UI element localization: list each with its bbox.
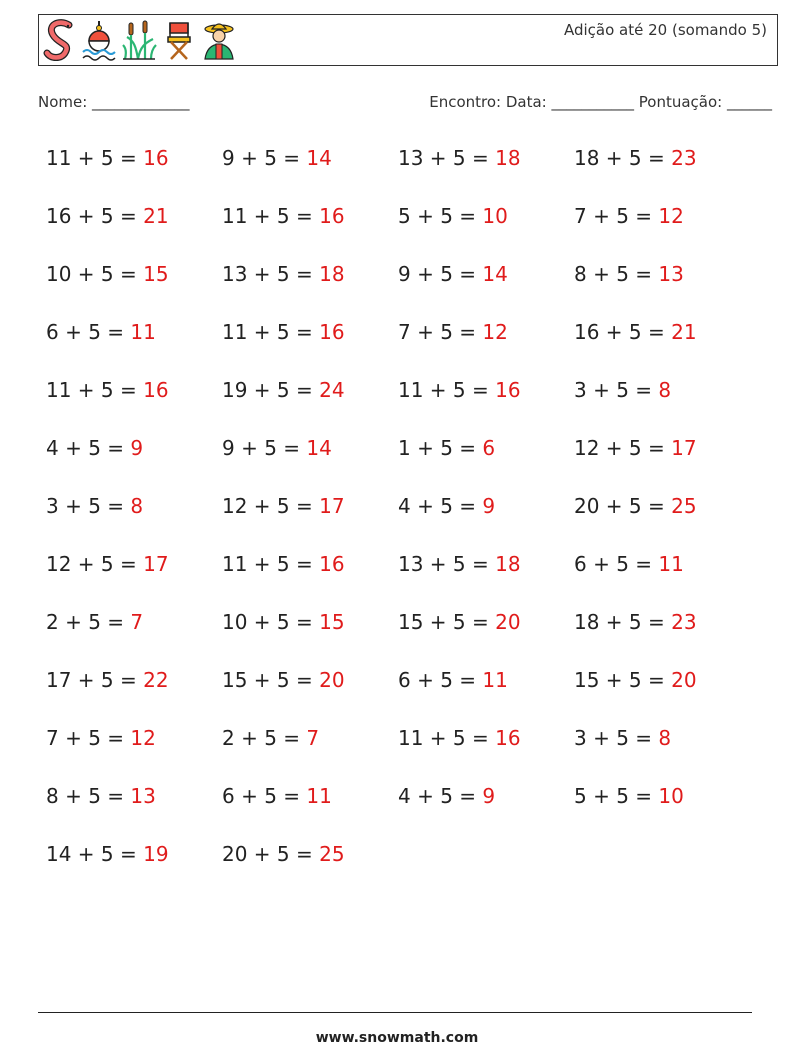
problem-item xyxy=(222,262,345,286)
problem-row xyxy=(46,842,756,900)
problem-item xyxy=(46,378,169,402)
problem-row xyxy=(46,378,756,436)
date-score-label: Encontro: Data: ___________ Pontuação: ______ xyxy=(429,93,772,111)
problem-answer: 20 xyxy=(495,610,521,634)
problem-expression: 3 + 5 = xyxy=(46,494,131,518)
problem-expression: 6 + 5 = xyxy=(222,784,307,808)
problem-answer: 10 xyxy=(658,784,684,808)
folding-chair-icon xyxy=(161,19,197,61)
problem-item xyxy=(574,320,697,344)
problem-expression: 7 + 5 = xyxy=(46,726,131,750)
problem-item xyxy=(398,668,508,692)
fishing-float-icon xyxy=(81,19,117,61)
problem-answer: 11 xyxy=(130,320,156,344)
problem-answer: 25 xyxy=(671,494,697,518)
problem-item xyxy=(398,378,521,402)
problem-answer: 6 xyxy=(482,436,496,460)
problem-row xyxy=(46,668,756,726)
problem-answer: 24 xyxy=(319,378,345,402)
problem-item xyxy=(46,436,143,460)
footer-url: www.snowmath.com xyxy=(315,1030,479,1046)
worksheet-title: Adição até 20 (somando 5) xyxy=(563,21,767,39)
problem-answer: 7 xyxy=(130,610,144,634)
problem-item xyxy=(574,784,684,808)
problem-expression: 11 + 5 = xyxy=(222,204,320,228)
problem-answer: 9 xyxy=(130,436,144,460)
problem-answer: 8 xyxy=(658,378,672,402)
problem-row xyxy=(46,436,756,494)
problem-answer: 17 xyxy=(143,552,169,576)
problem-expression: 17 + 5 = xyxy=(46,668,144,692)
problem-answer: 20 xyxy=(319,668,345,692)
problem-expression: 6 + 5 = xyxy=(46,320,131,344)
problem-item xyxy=(46,842,169,866)
problem-expression: 7 + 5 = xyxy=(398,320,483,344)
problem-row xyxy=(46,784,756,842)
problem-item xyxy=(398,436,495,460)
problem-answer: 18 xyxy=(319,262,345,286)
problem-expression: 11 + 5 = xyxy=(222,552,320,576)
problem-answer: 12 xyxy=(482,320,508,344)
cattail-reeds-icon xyxy=(121,19,157,61)
problem-expression: 4 + 5 = xyxy=(398,494,483,518)
problem-item xyxy=(398,146,521,170)
problem-item xyxy=(398,610,521,634)
fisherman-icon xyxy=(201,19,237,61)
problem-item xyxy=(46,494,143,518)
problem-expression: 18 + 5 = xyxy=(574,146,672,170)
problem-answer: 21 xyxy=(671,320,697,344)
problem-expression: 5 + 5 = xyxy=(574,784,659,808)
problem-answer: 9 xyxy=(482,494,496,518)
problem-item xyxy=(46,146,169,170)
problem-item xyxy=(574,668,697,692)
problem-answer: 13 xyxy=(658,262,684,286)
problem-answer: 7 xyxy=(306,726,320,750)
problem-answer: 16 xyxy=(143,378,169,402)
problem-row xyxy=(46,146,756,204)
problem-item xyxy=(398,494,495,518)
problem-answer: 9 xyxy=(482,784,496,808)
header-box xyxy=(38,14,778,66)
problem-answer: 12 xyxy=(130,726,156,750)
problem-expression: 10 + 5 = xyxy=(46,262,144,286)
problem-expression: 12 + 5 = xyxy=(46,552,144,576)
problem-expression: 13 + 5 = xyxy=(398,146,496,170)
problem-item xyxy=(46,726,156,750)
problem-answer: 16 xyxy=(319,552,345,576)
problem-item xyxy=(222,610,345,634)
problem-answer: 16 xyxy=(495,378,521,402)
problem-item xyxy=(574,494,697,518)
problem-answer: 11 xyxy=(306,784,332,808)
problem-answer: 18 xyxy=(495,146,521,170)
footer-divider xyxy=(38,1012,752,1013)
problem-expression: 15 + 5 = xyxy=(222,668,320,692)
problem-expression: 11 + 5 = xyxy=(46,378,144,402)
problem-expression: 16 + 5 = xyxy=(574,320,672,344)
problem-item xyxy=(574,436,697,460)
problem-answer: 15 xyxy=(143,262,169,286)
problem-expression: 3 + 5 = xyxy=(574,726,659,750)
problem-item xyxy=(222,378,345,402)
problem-answer: 17 xyxy=(319,494,345,518)
problem-item xyxy=(222,668,345,692)
icon-strip xyxy=(41,17,237,63)
problem-item xyxy=(574,552,684,576)
problem-expression: 18 + 5 = xyxy=(574,610,672,634)
problem-answer: 16 xyxy=(143,146,169,170)
problem-answer: 17 xyxy=(671,436,697,460)
problem-item xyxy=(222,494,345,518)
problem-row xyxy=(46,726,756,784)
name-field-label: Nome: _____________ xyxy=(38,93,190,111)
problem-item xyxy=(574,610,697,634)
problem-expression: 19 + 5 = xyxy=(222,378,320,402)
problem-item xyxy=(46,204,169,228)
problem-row xyxy=(46,262,756,320)
problem-expression: 13 + 5 = xyxy=(398,552,496,576)
problem-answer: 20 xyxy=(671,668,697,692)
problem-answer: 16 xyxy=(319,320,345,344)
problem-expression: 11 + 5 = xyxy=(46,146,144,170)
problem-expression: 7 + 5 = xyxy=(574,204,659,228)
problem-expression: 6 + 5 = xyxy=(574,552,659,576)
problem-item xyxy=(46,552,169,576)
problem-expression: 5 + 5 = xyxy=(398,204,483,228)
problem-row xyxy=(46,552,756,610)
problem-expression: 3 + 5 = xyxy=(574,378,659,402)
problem-item xyxy=(46,262,169,286)
problem-answer: 23 xyxy=(671,610,697,634)
problem-item xyxy=(398,320,508,344)
problem-expression: 4 + 5 = xyxy=(46,436,131,460)
problem-item xyxy=(46,668,169,692)
problem-expression: 4 + 5 = xyxy=(398,784,483,808)
problem-expression: 15 + 5 = xyxy=(398,610,496,634)
problem-row xyxy=(46,204,756,262)
problem-answer: 16 xyxy=(495,726,521,750)
problem-item xyxy=(222,726,319,750)
problem-expression: 11 + 5 = xyxy=(398,726,496,750)
problem-answer: 13 xyxy=(130,784,156,808)
problem-expression: 13 + 5 = xyxy=(222,262,320,286)
problem-item xyxy=(222,784,332,808)
problem-item xyxy=(398,784,495,808)
problem-expression: 14 + 5 = xyxy=(46,842,144,866)
problem-answer: 8 xyxy=(130,494,144,518)
problem-expression: 11 + 5 = xyxy=(222,320,320,344)
problem-item xyxy=(574,262,684,286)
problem-expression: 11 + 5 = xyxy=(398,378,496,402)
problem-answer: 25 xyxy=(319,842,345,866)
problem-item xyxy=(222,552,345,576)
problem-row xyxy=(46,610,756,668)
problem-expression: 12 + 5 = xyxy=(574,436,672,460)
problem-expression: 20 + 5 = xyxy=(574,494,672,518)
problem-item xyxy=(398,726,521,750)
problem-answer: 22 xyxy=(143,668,169,692)
problem-expression: 16 + 5 = xyxy=(46,204,144,228)
problem-row xyxy=(46,494,756,552)
problem-item xyxy=(398,552,521,576)
problem-item xyxy=(222,146,332,170)
problem-item xyxy=(574,204,684,228)
problem-answer: 21 xyxy=(143,204,169,228)
problem-answer: 11 xyxy=(482,668,508,692)
problem-answer: 18 xyxy=(495,552,521,576)
problem-expression: 6 + 5 = xyxy=(398,668,483,692)
problem-expression: 10 + 5 = xyxy=(222,610,320,634)
problem-item xyxy=(46,320,156,344)
problem-answer: 10 xyxy=(482,204,508,228)
problem-expression: 2 + 5 = xyxy=(222,726,307,750)
problem-answer: 11 xyxy=(658,552,684,576)
worm-icon xyxy=(41,19,77,61)
problem-row xyxy=(46,320,756,378)
problem-expression: 8 + 5 = xyxy=(574,262,659,286)
problem-answer: 12 xyxy=(658,204,684,228)
problem-expression: 8 + 5 = xyxy=(46,784,131,808)
problem-item xyxy=(574,378,671,402)
problem-answer: 23 xyxy=(671,146,697,170)
problem-expression: 9 + 5 = xyxy=(222,146,307,170)
problem-answer: 14 xyxy=(306,146,332,170)
problem-answer: 15 xyxy=(319,610,345,634)
problem-expression: 2 + 5 = xyxy=(46,610,131,634)
problem-expression: 9 + 5 = xyxy=(398,262,483,286)
problem-answer: 14 xyxy=(306,436,332,460)
problem-expression: 20 + 5 = xyxy=(222,842,320,866)
problem-answer: 19 xyxy=(143,842,169,866)
problem-item xyxy=(398,204,508,228)
info-row xyxy=(38,93,772,115)
problem-item xyxy=(222,842,345,866)
problem-item xyxy=(398,262,508,286)
problem-item xyxy=(574,146,697,170)
problem-item xyxy=(46,610,143,634)
problem-answer: 16 xyxy=(319,204,345,228)
problem-item xyxy=(222,204,345,228)
problem-answer: 8 xyxy=(658,726,672,750)
problem-grid xyxy=(46,146,756,900)
problem-item xyxy=(574,726,671,750)
problem-answer: 14 xyxy=(482,262,508,286)
problem-expression: 9 + 5 = xyxy=(222,436,307,460)
problem-item xyxy=(46,784,156,808)
problem-expression: 12 + 5 = xyxy=(222,494,320,518)
problem-expression: 15 + 5 = xyxy=(574,668,672,692)
problem-item xyxy=(222,436,332,460)
problem-item xyxy=(222,320,345,344)
problem-expression: 1 + 5 = xyxy=(398,436,483,460)
